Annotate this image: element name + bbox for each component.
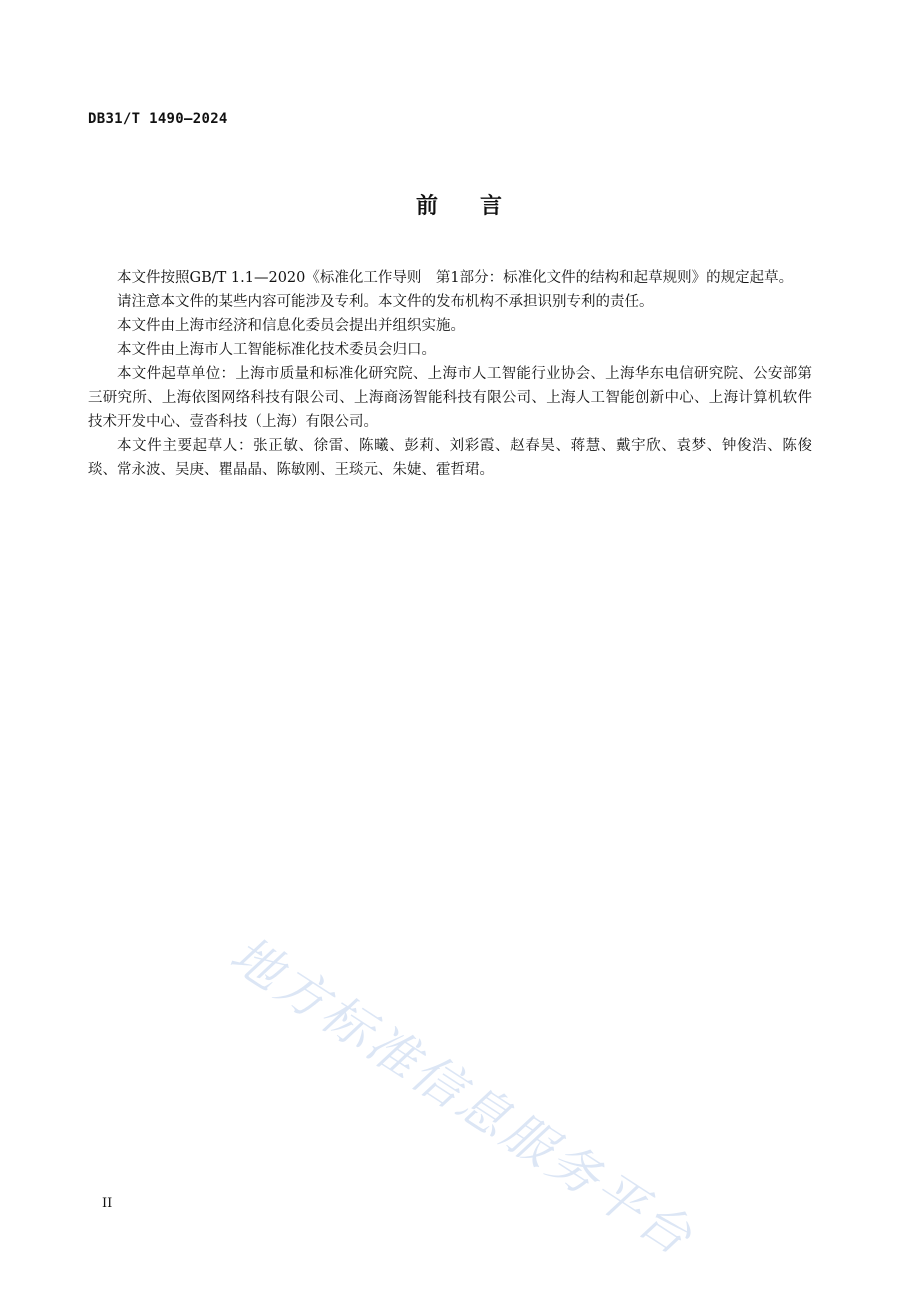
paragraph-patent-notice: 请注意本文件的某些内容可能涉及专利。本文件的发布机构不承担识别专利的责任。 xyxy=(117,294,654,310)
paragraph-proposer: 本文件由上海市经济和信息化委员会提出并组织实施。 xyxy=(117,318,465,334)
paragraph-drafting-rules: 本文件按照GB/T 1.1—2020《标准化工作导则 第1部分：标准化文件的结构和起草规则》的规定起草。 xyxy=(117,270,794,286)
paragraph-technical-committee: 本文件由上海市人工智能标准化技术委员会归口。 xyxy=(117,342,436,358)
page-number: II xyxy=(102,1196,113,1211)
paragraph-drafting-units: 本文件起草单位：上海市质量和标准化研究院、上海市人工智能行业协会、上海华东电信研究院、公安部第三研究所、上海依图网络科技有限公司、上海商汤智能科技有限公司、上海人工智能创新中心、上海计算机软件技术开发中心、壹沓科技（上海）有限公司。 xyxy=(88,366,812,430)
page-title-second-char: 言 xyxy=(480,194,505,219)
page-title-first-char: 前 xyxy=(415,194,440,219)
paragraph-drafters: 本文件主要起草人：张正敏、徐雷、陈曦、彭莉、刘彩霞、赵春昊、蒋慧、戴宇欣、袁梦、钟俊浩、陈俊琰、常永波、吴庚、瞿晶晶、陈敏刚、王琰元、朱婕、霍哲珺。 xyxy=(88,438,812,478)
watermark-text: 地方标准信息服务平台 xyxy=(220,925,705,1268)
page-title xyxy=(0,189,920,220)
preface-body xyxy=(88,266,812,482)
document-code: DB31/T 1490—2024 xyxy=(88,111,228,127)
